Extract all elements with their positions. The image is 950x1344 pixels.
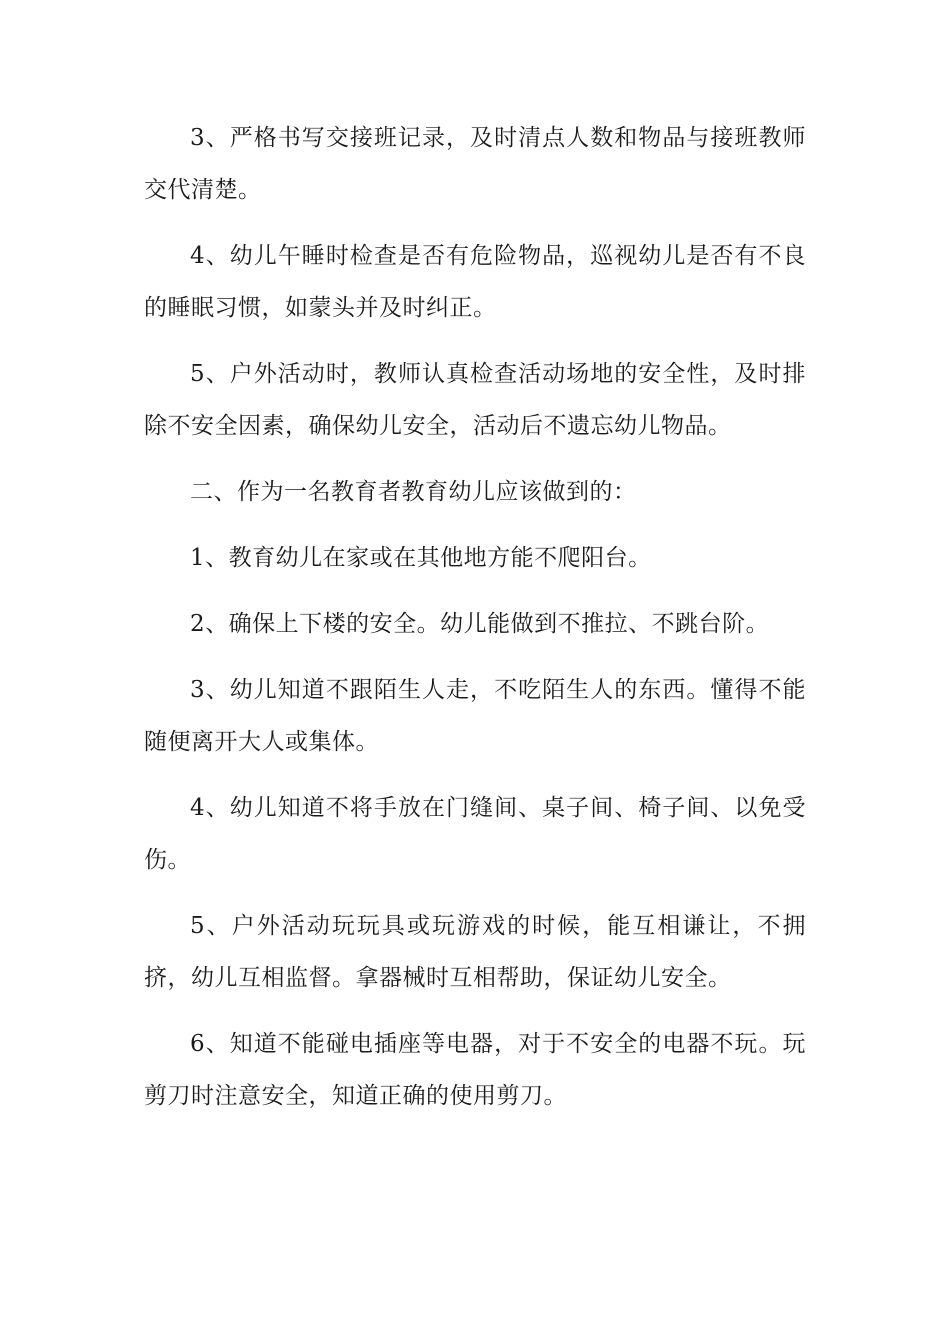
paragraph-education-3: 3、幼儿知道不跟陌生人走，不吃陌生人的东西。懂得不能随便离开大人或集体。 — [144, 677, 806, 755]
document-body — [144, 112, 806, 1136]
paragraph-education-5: 5、户外活动玩玩具或玩游戏的时候，能互相谦让，不拥挤，幼儿互相监督。拿器械时互相帮助，保证幼儿安全。 — [144, 913, 806, 991]
paragraph-education-4: 4、幼儿知道不将手放在门缝间、桌子间、椅子间、以免受伤。 — [144, 795, 806, 873]
paragraph-safety-4: 4、幼儿午睡时检查是否有危险物品，巡视幼儿是否有不良的睡眠习惯，如蒙头并及时纠正。 — [144, 243, 806, 321]
paragraph-safety-3: 3、严格书写交接班记录，及时清点人数和物品与接班教师交代清楚。 — [144, 125, 806, 203]
section-heading-2: 二、作为一名教育者教育幼儿应该做到的： — [190, 479, 637, 505]
paragraph-education-1: 1、教育幼儿在家或在其他地方能不爬阳台。 — [190, 545, 652, 571]
paragraph-education-2: 2、确保上下楼的安全。幼儿能做到不推拉、不跳台阶。 — [190, 611, 770, 637]
paragraph-education-6: 6、知道不能碰电插座等电器，对于不安全的电器不玩。玩剪刀时注意安全，知道正确的使用剪刀。 — [144, 1031, 806, 1109]
paragraph-safety-5: 5、户外活动时，教师认真检查活动场地的安全性，及时排除不安全因素，确保幼儿安全，活动后不遗忘幼儿物品。 — [144, 361, 806, 439]
